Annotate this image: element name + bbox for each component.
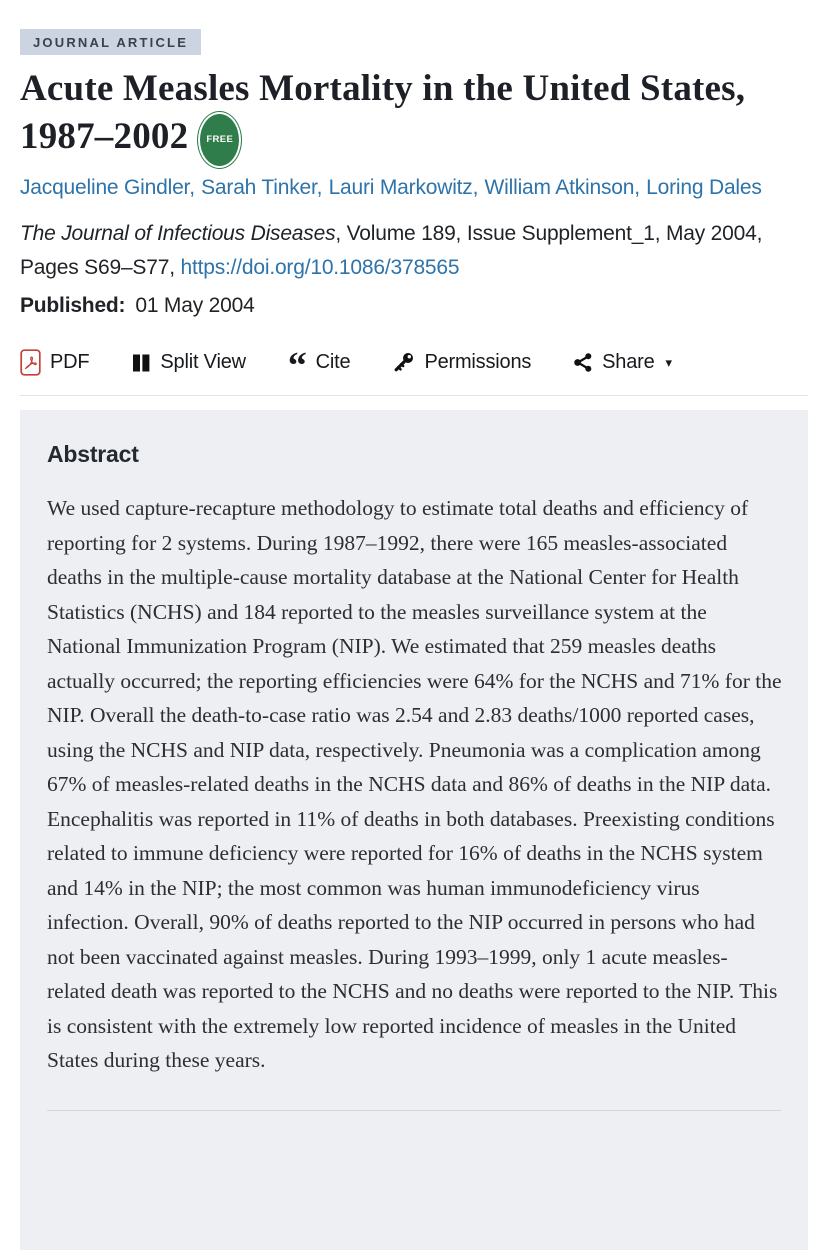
free-access-badge: FREE <box>198 112 241 168</box>
pdf-file-icon <box>20 349 41 376</box>
share-button[interactable] <box>573 351 672 374</box>
title-line1: Acute Measles Mortality in the United States, <box>20 68 746 109</box>
author-link[interactable]: William Atkinson <box>484 176 635 199</box>
permissions-button[interactable] <box>392 351 531 374</box>
pdf-button-label: PDF <box>50 351 90 373</box>
abstract-section <box>20 410 808 1250</box>
author-separator: , <box>634 176 640 199</box>
cite-quote-icon: “ <box>287 344 307 387</box>
abstract-text: We used capture-recapture methodology to estimate total deaths and efficiency of reporting for 2 systems. During 1987–1992, there were 165 measles-associated deaths in the multiple-cause mortality database at the National Center for Health Statistics (NCHS) and 184 reported to the measles surveillance system at the National Immunization Program (NIP). We estimated that 259 measles deaths actually occurred; the reporting efficiencies were 64% for the NCHS and 71% for the NIP. Overall the death-to-case ratio was 2.54 and 2.83 deaths/1000 reported cases, using the NCHS and NIP data, respectively. Pneumonia was a complication among 67% of measles-related deaths in the NCHS data and 86% of deaths in the NIP data. Encephalitis was reported in 11% of deaths in both databases. Preexisting conditions related to immune deficiency were reported for 16% of deaths in the NCHS system and 14% in the NIP; the most common was human immunodeficiency virus infection. Overall, 90% of deaths reported to the NIP occurred in persons who had not been vaccinated against measles. During 1993–1999, only 1 acute measles-related death was reported to the NCHS and no deaths were reported to the NIP. This is consistent with the extremely low reported incidence of measles in the United States during these years. <box>47 496 782 1072</box>
share-icon <box>573 352 593 373</box>
published-date: 01 May 2004 <box>135 294 255 317</box>
author-list <box>20 174 808 202</box>
journal-article-badge: JOURNAL ARTICLE <box>20 29 201 55</box>
key-icon <box>392 351 415 374</box>
abstract-heading: Abstract <box>47 441 139 467</box>
author-link[interactable]: Jacqueline Gindler <box>20 176 190 199</box>
split-view-button-label: Split View <box>160 351 246 373</box>
cite-button[interactable] <box>287 344 351 387</box>
published-line <box>20 294 808 318</box>
published-label: Published: <box>20 294 126 317</box>
citation-line <box>20 217 808 285</box>
article-toolbar <box>20 344 808 387</box>
title-line2: 1987–2002 <box>20 116 189 157</box>
pdf-button[interactable] <box>20 349 89 376</box>
permissions-button-label: Permissions <box>424 351 532 373</box>
author-separator: , <box>472 176 479 199</box>
author-link[interactable]: Sarah Tinker <box>201 176 317 199</box>
split-view-icon <box>131 353 151 373</box>
toolbar-divider <box>20 395 808 396</box>
author-link[interactable]: Loring Dales <box>646 176 762 199</box>
citation-details: , Volume 189, Issue Supplement_1, May 2004, Pages S69–S77, <box>20 222 763 279</box>
doi-link[interactable]: https://doi.org/10.1086/378565 <box>180 256 460 279</box>
share-button-label: Share <box>602 351 655 373</box>
journal-name: The Journal of Infectious Diseases <box>20 222 336 245</box>
author-separator: , <box>189 176 195 199</box>
author-separator: , <box>316 176 323 199</box>
caret-down-icon: ▾ <box>665 354 672 370</box>
author-link[interactable]: Lauri Markowitz <box>328 176 473 199</box>
page-title <box>20 66 808 168</box>
abstract-bottom-divider <box>47 1110 781 1111</box>
cite-button-label: Cite <box>315 351 351 373</box>
split-view-button[interactable] <box>131 351 245 374</box>
